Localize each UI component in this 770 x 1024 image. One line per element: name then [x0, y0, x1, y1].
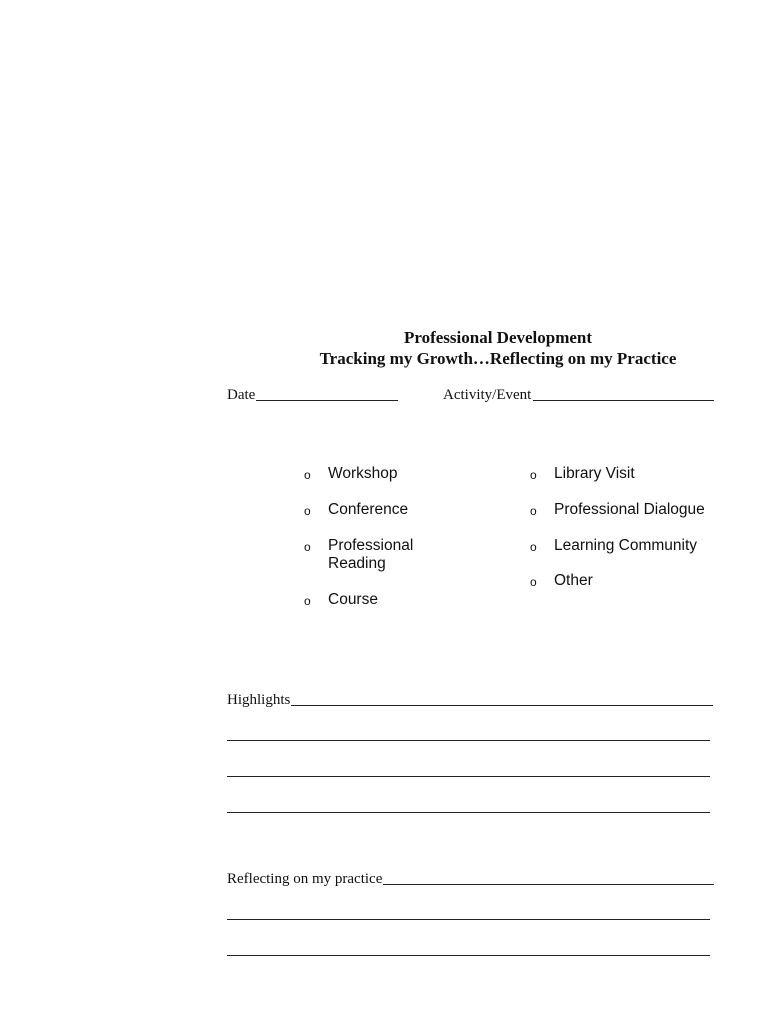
- form-subtitle: Tracking my Growth…Reflecting on my Practice: [319, 349, 677, 368]
- option-library-visit[interactable]: [528, 465, 635, 485]
- option-label: Course: [328, 591, 378, 608]
- option-course[interactable]: [302, 591, 378, 611]
- activity-event-field-line[interactable]: [533, 400, 714, 401]
- date-label: Date: [227, 387, 256, 403]
- option-professional-reading[interactable]: [302, 537, 428, 573]
- option-bullet: o: [304, 540, 311, 554]
- option-bullet: o: [530, 468, 537, 482]
- option-bullet: o: [530, 504, 537, 518]
- option-bullet: o: [530, 540, 537, 554]
- highlights-label: Highlights: [227, 692, 291, 708]
- option-bullet: o: [530, 575, 537, 589]
- option-label: Professional Reading: [328, 537, 414, 572]
- date-field-line[interactable]: [256, 400, 398, 401]
- option-bullet: o: [304, 594, 311, 608]
- highlights-line-3[interactable]: [227, 776, 710, 777]
- option-conference[interactable]: [302, 501, 408, 521]
- option-bullet: o: [304, 504, 311, 518]
- highlights-line-1[interactable]: [291, 705, 713, 706]
- highlights-line-2[interactable]: [227, 740, 710, 741]
- highlights-line-4[interactable]: [227, 812, 710, 813]
- reflecting-line-2[interactable]: [227, 919, 710, 920]
- option-label: Learning Community: [554, 537, 698, 554]
- reflecting-line-1[interactable]: [383, 884, 714, 885]
- option-label: Workshop: [328, 465, 398, 482]
- reflecting-label: Reflecting on my practice: [227, 871, 383, 887]
- option-bullet: o: [304, 468, 311, 482]
- option-label: Conference: [328, 501, 409, 518]
- activity-event-label: Activity/Event: [443, 387, 532, 403]
- reflecting-line-3[interactable]: [227, 955, 710, 956]
- option-other[interactable]: [528, 572, 593, 592]
- option-professional-dialogue[interactable]: [528, 501, 705, 521]
- option-workshop[interactable]: [302, 465, 398, 485]
- option-label: Other: [554, 572, 593, 589]
- option-label: Professional Dialogue: [554, 501, 705, 518]
- option-learning-community[interactable]: [528, 537, 697, 557]
- form-title: Professional Development: [403, 328, 593, 347]
- option-label: Library Visit: [554, 465, 635, 482]
